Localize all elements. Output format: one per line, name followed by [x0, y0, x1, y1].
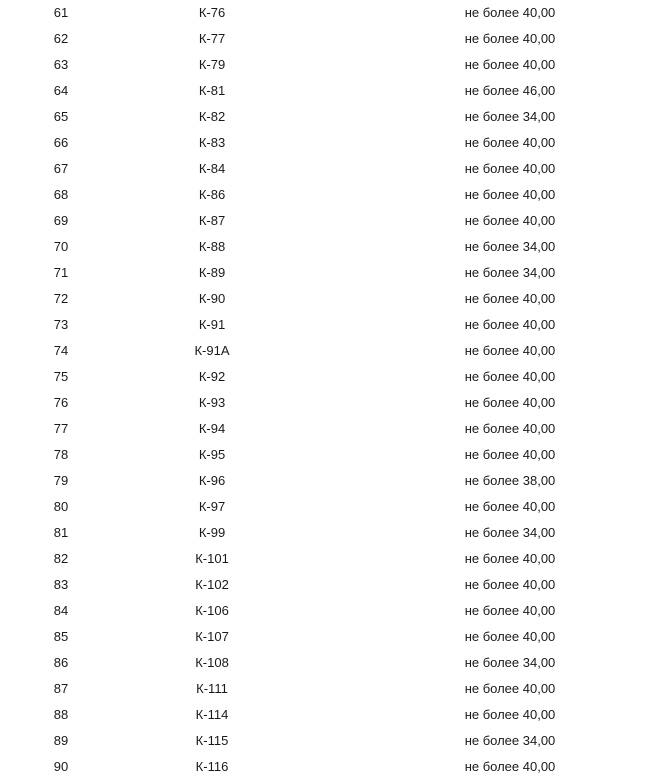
row-value: не более 40,00: [464, 759, 556, 774]
row-code: К-79: [198, 57, 226, 72]
row-value: не более 40,00: [464, 447, 556, 462]
row-number: 77: [53, 421, 69, 436]
row-code: К-101: [195, 551, 229, 566]
row-value: не более 34,00: [464, 265, 556, 280]
table-row: [0, 520, 653, 546]
row-code: К-102: [195, 577, 229, 592]
table-row: [0, 130, 653, 156]
row-number: 79: [53, 473, 69, 488]
row-code: К-90: [198, 291, 226, 306]
row-value: не более 40,00: [464, 499, 556, 514]
row-value: не более 34,00: [464, 655, 556, 670]
row-number: 87: [53, 681, 69, 696]
row-value: не более 40,00: [464, 421, 556, 436]
table-row: [0, 312, 653, 338]
row-number: 90: [53, 759, 69, 774]
row-number: 75: [53, 369, 69, 384]
row-code: К-106: [195, 603, 229, 618]
row-code: К-76: [198, 5, 226, 20]
table-row: [0, 494, 653, 520]
row-code: К-81: [198, 83, 226, 98]
row-code: К-97: [198, 499, 226, 514]
row-code: К-93: [198, 395, 226, 410]
row-number: 76: [53, 395, 69, 410]
table-row: [0, 390, 653, 416]
row-value: не более 40,00: [464, 551, 556, 566]
row-code: К-107: [195, 629, 229, 644]
row-number: 63: [53, 57, 69, 72]
row-code: К-108: [195, 655, 229, 670]
row-code: К-89: [198, 265, 226, 280]
row-number: 61: [53, 5, 69, 20]
row-number: 73: [53, 317, 69, 332]
row-number: 82: [53, 551, 69, 566]
row-number: 83: [53, 577, 69, 592]
row-value: не более 40,00: [464, 369, 556, 384]
row-value: не более 40,00: [464, 57, 556, 72]
row-code: К-82: [198, 109, 226, 124]
row-number: 69: [53, 213, 69, 228]
table-row: [0, 676, 653, 702]
row-value: не более 40,00: [464, 187, 556, 202]
row-number: 72: [53, 291, 69, 306]
row-value: не более 34,00: [464, 109, 556, 124]
row-value: не более 46,00: [464, 83, 556, 98]
table-row: [0, 650, 653, 676]
row-code: К-77: [198, 31, 226, 46]
table-row: [0, 234, 653, 260]
row-value: не более 34,00: [464, 239, 556, 254]
row-code: К-83: [198, 135, 226, 150]
table-row: [0, 78, 653, 104]
table-row: [0, 208, 653, 234]
row-number: 68: [53, 187, 69, 202]
row-value: не более 40,00: [464, 135, 556, 150]
row-value: не более 40,00: [464, 317, 556, 332]
row-code: К-99: [198, 525, 226, 540]
row-number: 81: [53, 525, 69, 540]
row-number: 64: [53, 83, 69, 98]
row-code: К-87: [198, 213, 226, 228]
table-row: [0, 546, 653, 572]
row-number: 62: [53, 31, 69, 46]
row-value: не более 40,00: [464, 161, 556, 176]
table-row: [0, 260, 653, 286]
row-value: не более 40,00: [464, 681, 556, 696]
row-value: не более 34,00: [464, 525, 556, 540]
row-value: не более 40,00: [464, 5, 556, 20]
table-row: [0, 182, 653, 208]
row-number: 70: [53, 239, 69, 254]
row-code: К-84: [198, 161, 226, 176]
table-row: [0, 156, 653, 182]
row-value: не более 38,00: [464, 473, 556, 488]
table-row: [0, 468, 653, 494]
table-row: [0, 416, 653, 442]
row-number: 71: [53, 265, 69, 280]
table-row: [0, 598, 653, 624]
table-row: [0, 104, 653, 130]
table-row: [0, 442, 653, 468]
row-value: не более 40,00: [464, 291, 556, 306]
table-row: [0, 364, 653, 390]
table-row: [0, 728, 653, 754]
row-code: К-91: [198, 317, 226, 332]
row-number: 66: [53, 135, 69, 150]
row-value: не более 40,00: [464, 31, 556, 46]
row-code: К-92: [198, 369, 226, 384]
row-number: 65: [53, 109, 69, 124]
table-row: [0, 338, 653, 364]
row-code: К-111: [196, 681, 228, 696]
table-row: [0, 624, 653, 650]
row-number: 85: [53, 629, 69, 644]
row-code: К-116: [195, 759, 229, 774]
row-code: К-96: [198, 473, 226, 488]
row-number: 89: [53, 733, 69, 748]
table-row: [0, 286, 653, 312]
row-code: К-95: [198, 447, 226, 462]
row-code: К-94: [198, 421, 226, 436]
row-number: 67: [53, 161, 69, 176]
row-value: не более 40,00: [464, 395, 556, 410]
table-row: [0, 572, 653, 598]
row-value: не более 40,00: [464, 343, 556, 358]
table-row: [0, 0, 653, 26]
row-code: К-86: [198, 187, 226, 202]
row-code: К-88: [198, 239, 226, 254]
row-code: К-91А: [194, 343, 230, 358]
row-value: не более 34,00: [464, 733, 556, 748]
row-code: К-114: [195, 707, 229, 722]
row-value: не более 40,00: [464, 577, 556, 592]
row-value: не более 40,00: [464, 213, 556, 228]
table-row: [0, 52, 653, 78]
row-number: 74: [53, 343, 69, 358]
row-number: 86: [53, 655, 69, 670]
row-number: 88: [53, 707, 69, 722]
table-row: [0, 26, 653, 52]
row-value: не более 40,00: [464, 707, 556, 722]
table-row: [0, 702, 653, 728]
row-value: не более 40,00: [464, 603, 556, 618]
row-number: 80: [53, 499, 69, 514]
table-row: [0, 754, 653, 780]
row-number: 78: [53, 447, 69, 462]
row-code: К-115: [195, 733, 229, 748]
row-value: не более 40,00: [464, 629, 556, 644]
row-number: 84: [53, 603, 69, 618]
